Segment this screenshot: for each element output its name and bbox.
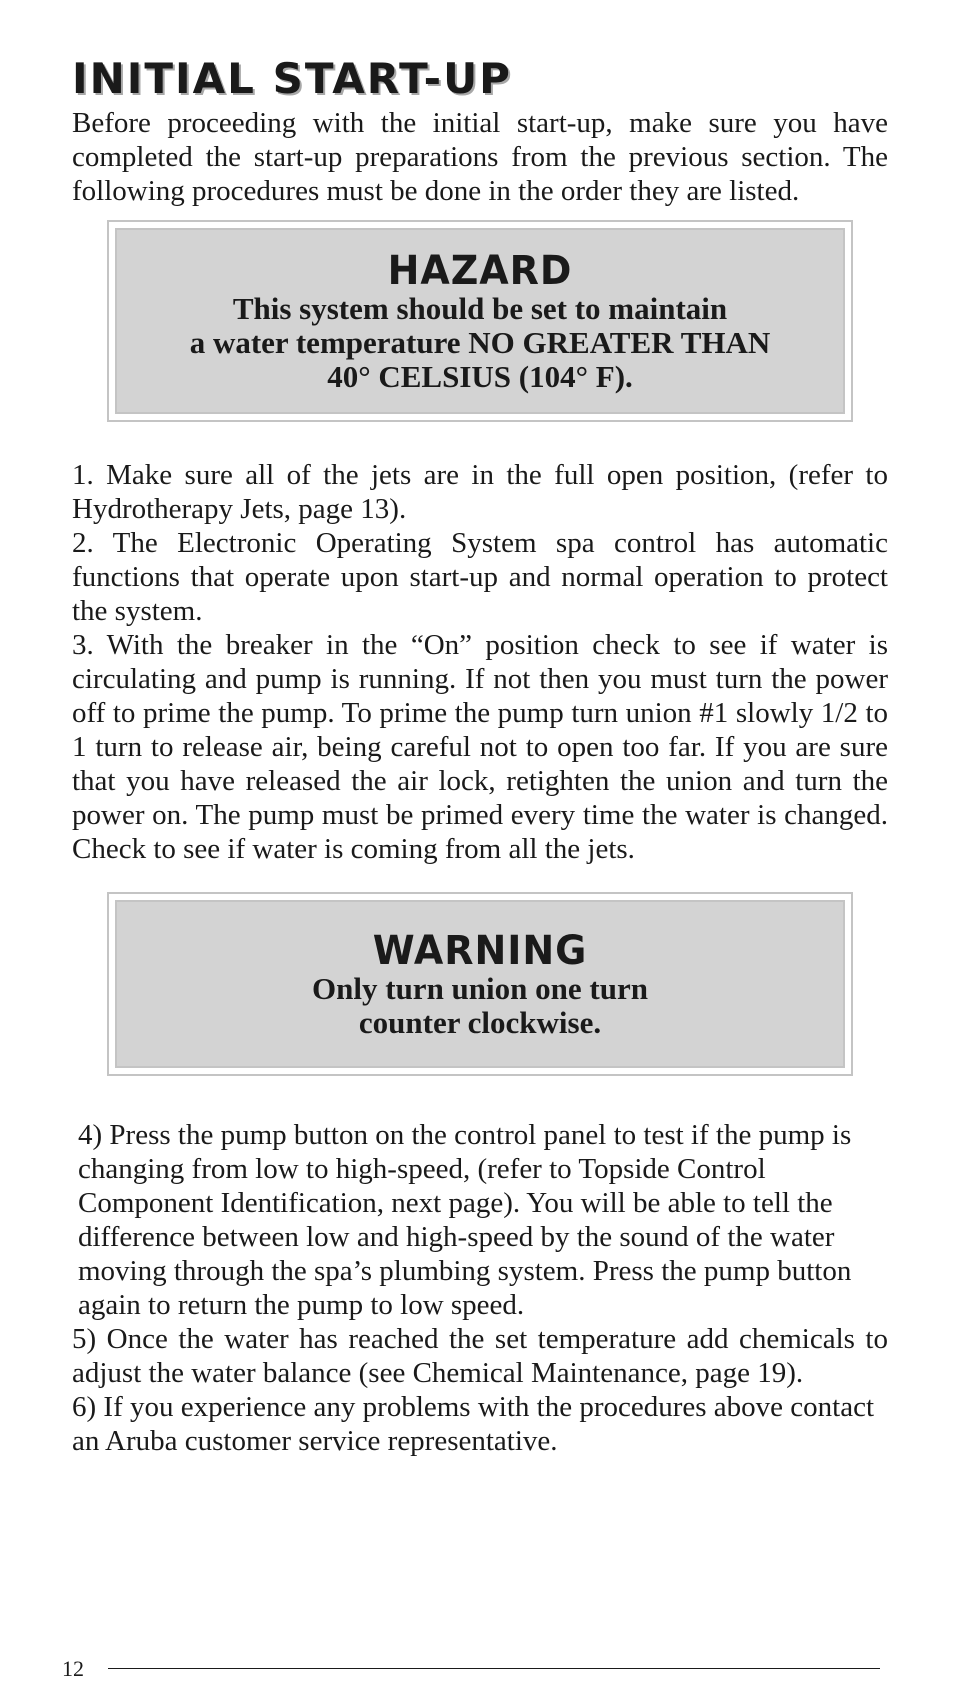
step-3: 3. With the breaker in the “On” position check to see if water is circulating and pump is running. If not then you must turn the power off to prime the pump. To prime the pump turn union #1 slowly 1/2 to 1 turn to release air, being careful not to open too far. If you are sure that you have released the air lock, retighten the union and turn the power on. The pump must be primed every time the water is changed. Check to see if water is coming from all the jets. bbox=[72, 629, 888, 866]
steps-list-a bbox=[72, 458, 888, 866]
step-4: 4) Press the pump button on the control panel to test if the pump is changing from low to high-speed, (refer to Topside Control Component Identification, next page). You will be able to tell the difference between low and high-speed by the sound of the water moving through the spa’s plumbing system. Press the pump button again to return the pump to low speed. bbox=[78, 1119, 852, 1322]
footer-rule bbox=[108, 1668, 880, 1669]
warning-callout bbox=[115, 900, 845, 1068]
step-1: 1. Make sure all of the jets are in the full open position, (refer to Hydrotherapy Jets, page 13). bbox=[72, 459, 888, 526]
warning-line-2: counter clockwise. bbox=[358, 1005, 602, 1041]
hazard-heading: HAZARD bbox=[387, 248, 573, 295]
step-5: 5) Once the water has reached the set temperature add chemicals to adjust the water balance (see Chemical Maintenance, page 19). bbox=[72, 1323, 888, 1390]
hazard-line-3: 40° CELSIUS (104° F). bbox=[327, 359, 633, 395]
step-6: 6) If you experience any problems with the procedures above contact an Aruba customer service representative. bbox=[72, 1391, 875, 1458]
page-number: 12 bbox=[62, 1656, 84, 1681]
step-2: 2. The Electronic Operating System spa control has automatic functions that operate upon start-up and normal operation to protect the system. bbox=[72, 527, 888, 628]
warning-heading: WARNING bbox=[372, 928, 588, 975]
hazard-line-1: This system should be set to maintain bbox=[232, 291, 728, 327]
intro-paragraph: Before proceeding with the initial start-up, make sure you have completed the start-up preparations from the previous section. The following procedures must be done in the order they are listed. bbox=[72, 107, 888, 208]
steps-list-b bbox=[72, 1118, 888, 1458]
hazard-callout bbox=[115, 228, 845, 414]
hazard-line-2: a water temperature NO GREATER THAN bbox=[189, 325, 771, 361]
manual-page bbox=[72, 56, 888, 1458]
warning-line-1: Only turn union one turn bbox=[312, 971, 648, 1007]
page-title: INITIAL START-UP bbox=[72, 54, 512, 103]
page-footer bbox=[62, 1656, 888, 1686]
